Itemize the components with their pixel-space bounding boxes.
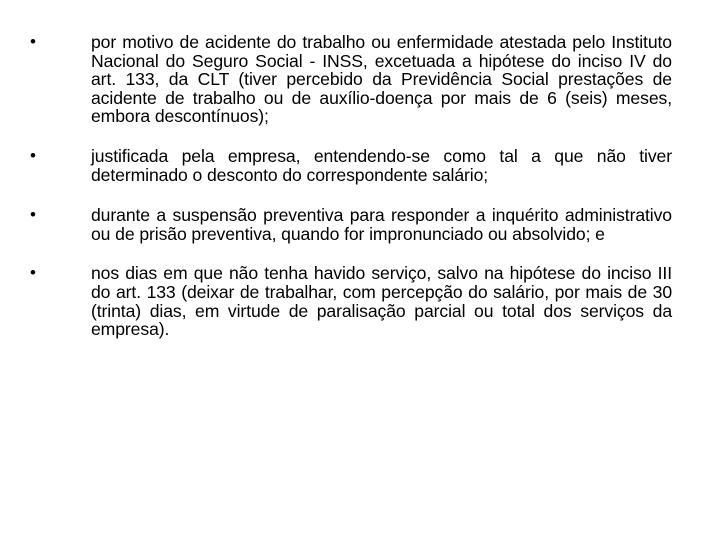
bullet-icon: •	[30, 145, 36, 165]
bullet-list	[27, 33, 672, 360]
list-item-text: nos dias em que não tenha havido serviço, salvo na hipótese do inciso III do art. 133 (deixar de trabalhar, com percepção do salário, por mais de 30 (trinta) dias, em virtude de paralisação parcial ou total dos serviços da empresa).	[91, 263, 672, 340]
bullet-icon: •	[30, 263, 36, 283]
list-item	[27, 206, 672, 243]
list-item-text: durante a suspensão preventiva para responder a inquérito administrativo ou de prisão preventiva, quando for impronunciado ou absolvido; e	[91, 205, 672, 244]
bullet-icon: •	[30, 205, 36, 225]
list-item	[27, 264, 672, 338]
list-item	[27, 147, 672, 184]
list-item	[27, 33, 672, 126]
bullet-icon: •	[30, 32, 36, 51]
list-item-text: por motivo de acidente do trabalho ou enfermidade atestada pelo Instituto Nacional do Seguro Social - INSS, excetuada a hipótese do inciso IV do art. 133, da CLT (tiver percebido da Previdência Social prestações de acidente de trabalho ou de auxílio-doença por mais de 6 (seis) meses, embora descontínuos);	[91, 32, 672, 127]
list-item-text: justificada pela empresa, entendendo-se como tal a que não tiver determinado o desconto do correspondente salário;	[91, 145, 672, 185]
